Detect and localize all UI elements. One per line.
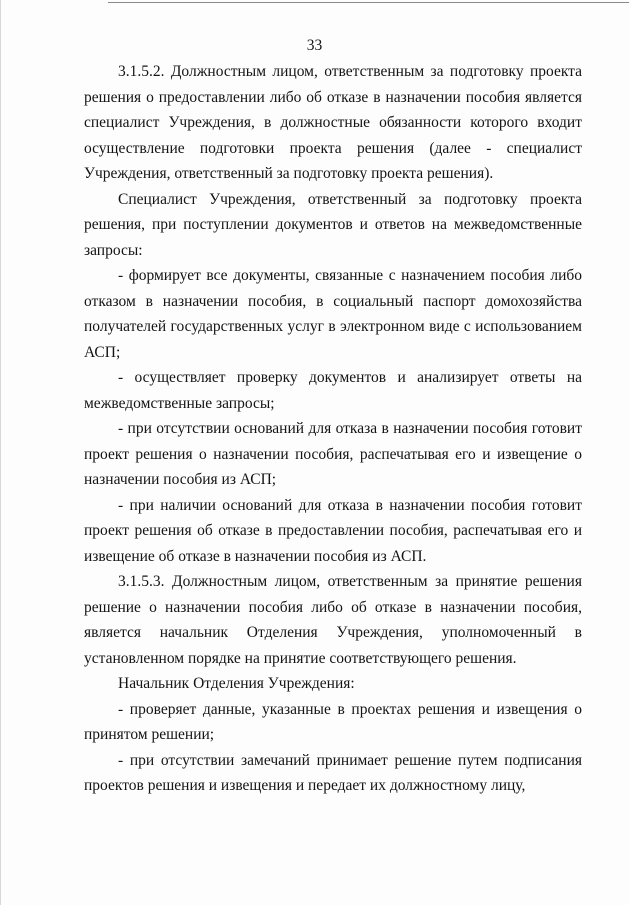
paragraph-3-1-5-2: 3.1.5.2. Должностным лицом, ответственным за подготовку проекта решения о предоставлении либо об отказе в назначении пособия является специалист Учреждения, в должностные обязанности которого входит осуществление подготовки проекта решения (далее - специалист Учреждения, ответственный за подготовку проекта решения). bbox=[84, 63, 582, 182]
list-item-verifies-data: - проверяет данные, указанные в проектах решения и извещения о принятом решении; bbox=[84, 700, 582, 743]
list-item-prepares-refusal: - при наличии оснований для отказа в назначении пособия готовит проект решения об отказе в предоставлении пособия, распечатывая его и извещение об отказе в назначении пособия из АСП. bbox=[84, 496, 582, 565]
paragraph-specialist-intro: Специалист Учреждения, ответственный за подготовку проекта решения, при поступлении документов и ответов на межведомственные запросы: bbox=[84, 190, 582, 259]
page-number: 33 bbox=[306, 37, 323, 54]
document-body bbox=[84, 59, 582, 799]
paragraph-3-1-5-3: 3.1.5.3. Должностным лицом, ответственным за принятие решения решение о назначении пособия либо об отказе в назначении пособия, является начальник Отделения Учреждения, уполномоченный в установленном порядке на принятие соответствующего решения. bbox=[84, 573, 582, 667]
paragraph-head-intro: Начальник Отделения Учреждения: bbox=[118, 675, 355, 692]
list-item-prepares-approval: - при отсутствии оснований для отказа в назначении пособия готовит проект решения о назначении пособия, распечатывая его и извещение о назначении пособия из АСП; bbox=[84, 420, 582, 488]
scan-left-edge bbox=[0, 0, 1, 905]
list-item-checks-documents: - осуществляет проверку документов и анализирует ответы на межведомственные запросы; bbox=[84, 369, 582, 412]
list-item-forms-documents: - формирует все документы, связанные с назначением пособия либо отказом в назначении пособия, в социальный паспорт домохозяйства получателей государственных услуг в электронном виде с использованием АСП; bbox=[84, 267, 582, 361]
list-item-signs-decision: - при отсутствии замечаний принимает решение путем подписания проектов решения и извещения и передает их должностному лицу, bbox=[84, 751, 582, 794]
scan-top-edge bbox=[108, 2, 629, 3]
